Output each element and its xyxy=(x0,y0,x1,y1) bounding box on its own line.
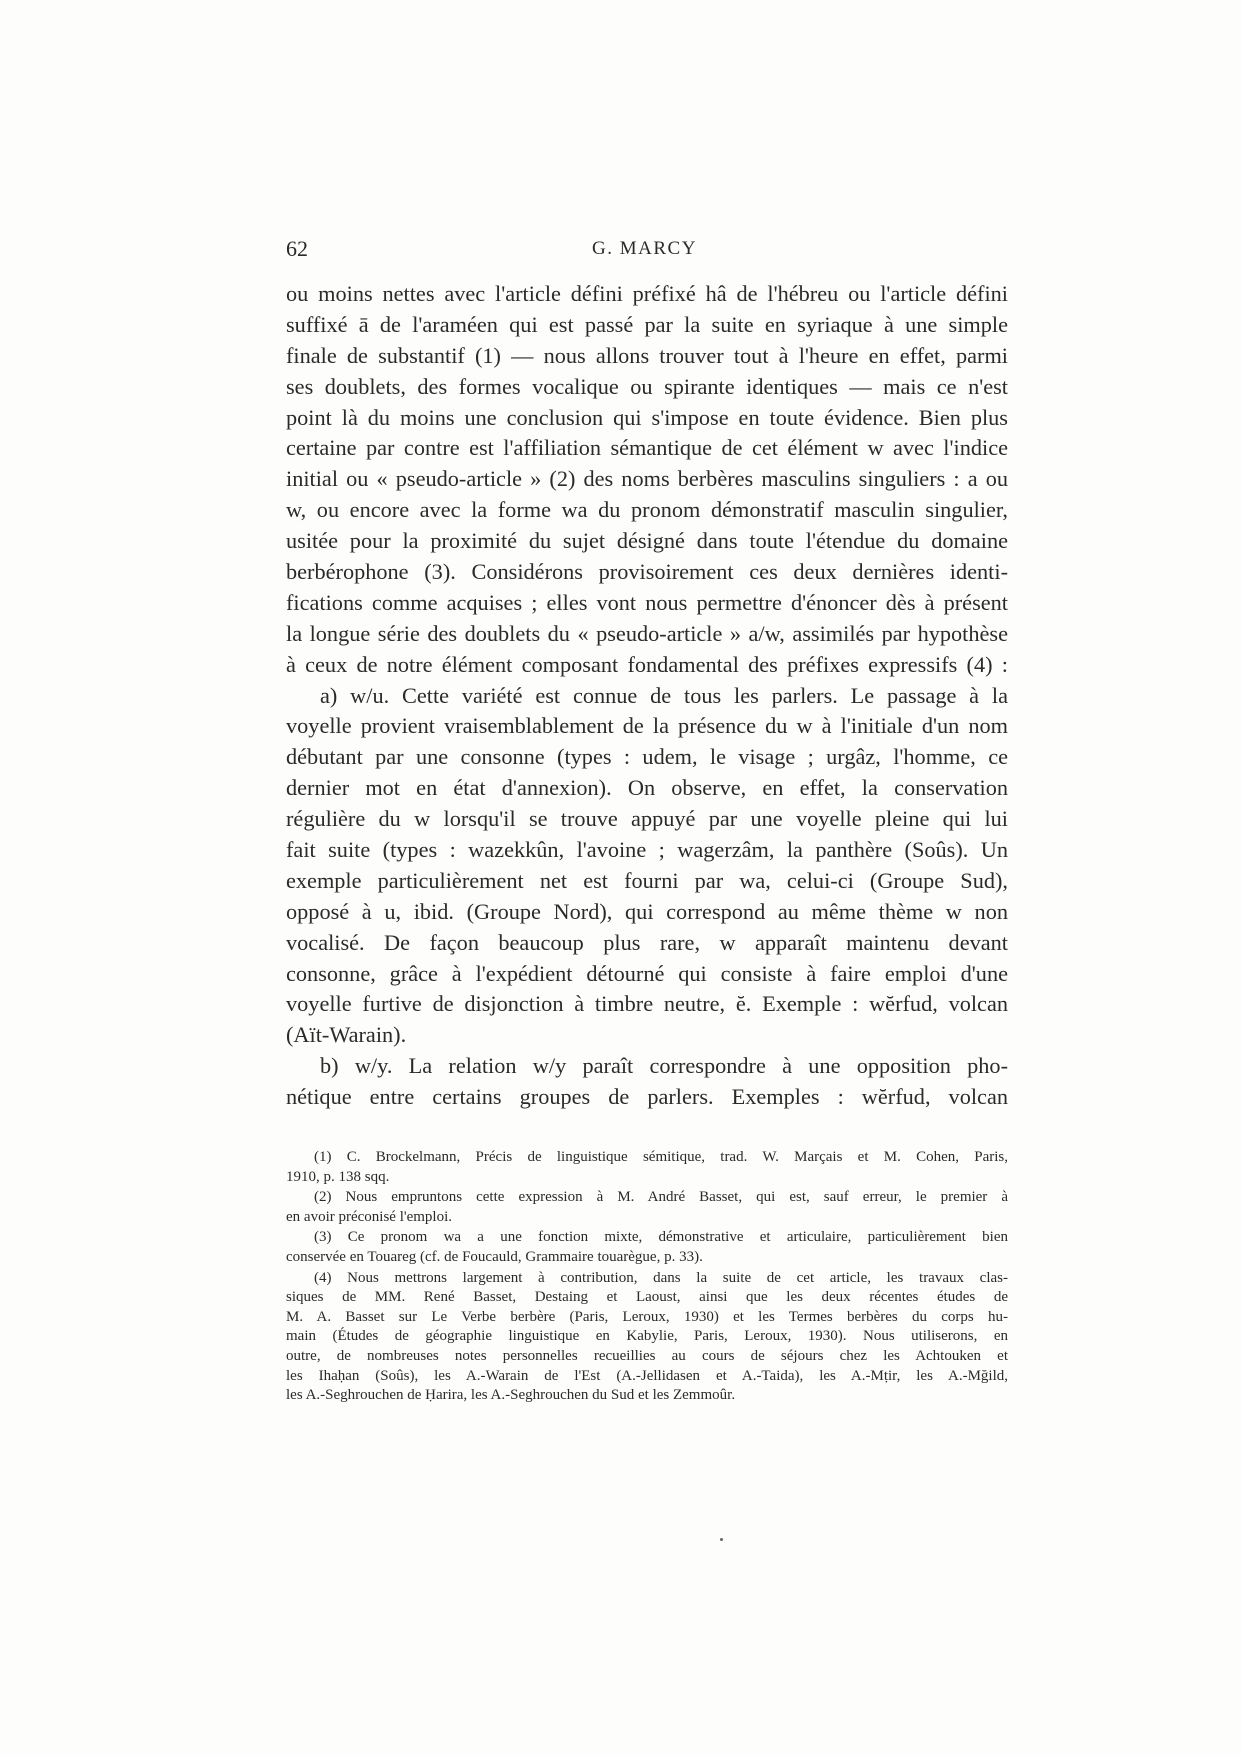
body-line: fications comme acquises ; elles vont nous permettre d'énoncer dès à présent xyxy=(286,589,1008,615)
footnote-line: siques de MM. René Basset, Destaing et Laoust, ainsi que les deux récentes études de xyxy=(286,1289,1008,1306)
body-line: initial ou « pseudo-article » (2) des noms berbères masculins singuliers : a ou xyxy=(286,466,1008,492)
body-text xyxy=(286,279,1008,1113)
footnote-line: 1910, p. 138 sqq. xyxy=(286,1168,390,1185)
footnote-line: (3) Ce pronom wa a une fonction mixte, démonstrative et articulaire, particulièrement bien xyxy=(314,1229,1008,1246)
running-head: G. MARCY xyxy=(592,238,697,259)
body-line: certaine par contre est l'affiliation sémantique de cet élément w avec l'indice xyxy=(286,435,1008,461)
page-header xyxy=(286,236,1003,272)
body-line: w, ou encore avec la forme wa du pronom démonstratif masculin singulier, xyxy=(286,497,1008,523)
body-line: finale de substantif (1) — nous allons trouver tout à l'heure en effet, parmi xyxy=(286,342,1008,368)
body-line: nétique entre certains groupes de parlers. Exemples : wĕrfud, volcan xyxy=(286,1084,1008,1110)
body-line: vocalisé. De façon beaucoup plus rare, w apparaît maintenu devant xyxy=(286,929,1008,955)
body-line: usitée pour la proximité du sujet désigné dans toute l'étendue du domaine xyxy=(286,528,1008,554)
body-line: à ceux de notre élément composant fondamental des préfixes expressifs (4) : xyxy=(286,651,1008,677)
footnote-line: (4) Nous mettrons largement à contribution, dans la suite de cet article, les travaux clas- xyxy=(314,1269,1008,1286)
footnote-line: main (Études de géographie linguistique en Kabylie, Paris, Leroux, 1930). Nous utiliserons, en xyxy=(286,1328,1008,1345)
body-line: débutant par une consonne (types : udem, le visage ; urgâz, l'homme, ce xyxy=(286,744,1008,770)
footnote-line: (1) C. Brockelmann, Précis de linguistique sémitique, trad. W. Marçais et M. Cohen, Paris, xyxy=(314,1149,1008,1165)
footnote-line: M. A. Basset sur Le Verbe berbère (Paris, Leroux, 1930) et les Termes berbères du corps hu- xyxy=(286,1308,1008,1325)
speck-mark xyxy=(720,1538,723,1541)
body-line: régulière du w lorsqu'il se trouve appuyé par une voyelle pleine qui lui xyxy=(286,806,1008,832)
footnote-line: outre, de nombreuses notes personnelles recueillies au cours de séjours chez les Achtouken et xyxy=(286,1347,1008,1364)
body-line: ou moins nettes avec l'article défini préfixé hâ de l'hébreu ou l'article défini xyxy=(286,281,1008,306)
body-line: b) w/y. La relation w/y paraît correspondre à une opposition pho- xyxy=(320,1053,1008,1079)
footnote-line: conservée en Touareg (cf. de Foucauld, Grammaire touarègue, p. 33). xyxy=(286,1248,703,1265)
body-line: a) w/u. Cette variété est connue de tous les parlers. Le passage à la xyxy=(320,682,1008,708)
body-line: exemple particulièrement net est fourni par wa, celui-ci (Groupe Sud), xyxy=(286,867,1008,893)
body-line: (Aït-Warain). xyxy=(286,1022,407,1048)
page-number: 62 xyxy=(286,236,308,261)
footnote-line: (2) Nous empruntons cette expression à M. André Basset, qui est, sauf erreur, le premier à xyxy=(314,1189,1008,1206)
body-line: ses doublets, des formes vocalique ou spirante identiques — mais ce n'est xyxy=(286,373,1008,399)
footnote-line: les Ihaḥan (Soûs), les A.-Warain de l'Est (A.-Jellidasen et A.-Taida), les A.-Mṭir, les A.-Mğild, xyxy=(286,1367,1008,1384)
footnote-line: en avoir préconisé l'emploi. xyxy=(286,1208,452,1225)
body-line: berbérophone (3). Considérons provisoirement ces deux dernières identi- xyxy=(286,559,1008,585)
body-line: fait suite (types : wazekkûn, l'avoine ; wagerzâm, la panthère (Soûs). Un xyxy=(286,837,1008,863)
body-line: consonne, grâce à l'expédient détourné qui consiste à faire emploi d'une xyxy=(286,960,1008,986)
body-line: suffixé ā de l'araméen qui est passé par la suite en syriaque à une simple xyxy=(286,311,1008,337)
footnotes xyxy=(286,1148,1008,1406)
footnote-line: les A.-Seghrouchen de Ḥarira, les A.-Seghrouchen du Sud et les Zemmoûr. xyxy=(286,1387,736,1404)
body-line: voyelle furtive de disjonction à timbre neutre, ĕ. Exemple : wĕrfud, volcan xyxy=(286,991,1008,1017)
body-line: opposé à u, ibid. (Groupe Nord), qui correspond au même thème w non xyxy=(286,898,1008,924)
body-line: dernier mot en état d'annexion). On observe, en effet, la conservation xyxy=(286,775,1008,801)
body-line: la longue série des doublets du « pseudo-article » a/w, assimilés par hypothèse xyxy=(286,620,1008,646)
body-line: point là du moins une conclusion qui s'impose en toute évidence. Bien plus xyxy=(286,404,1008,430)
body-line: voyelle provient vraisemblablement de la présence du w à l'initiale d'un nom xyxy=(286,713,1008,739)
